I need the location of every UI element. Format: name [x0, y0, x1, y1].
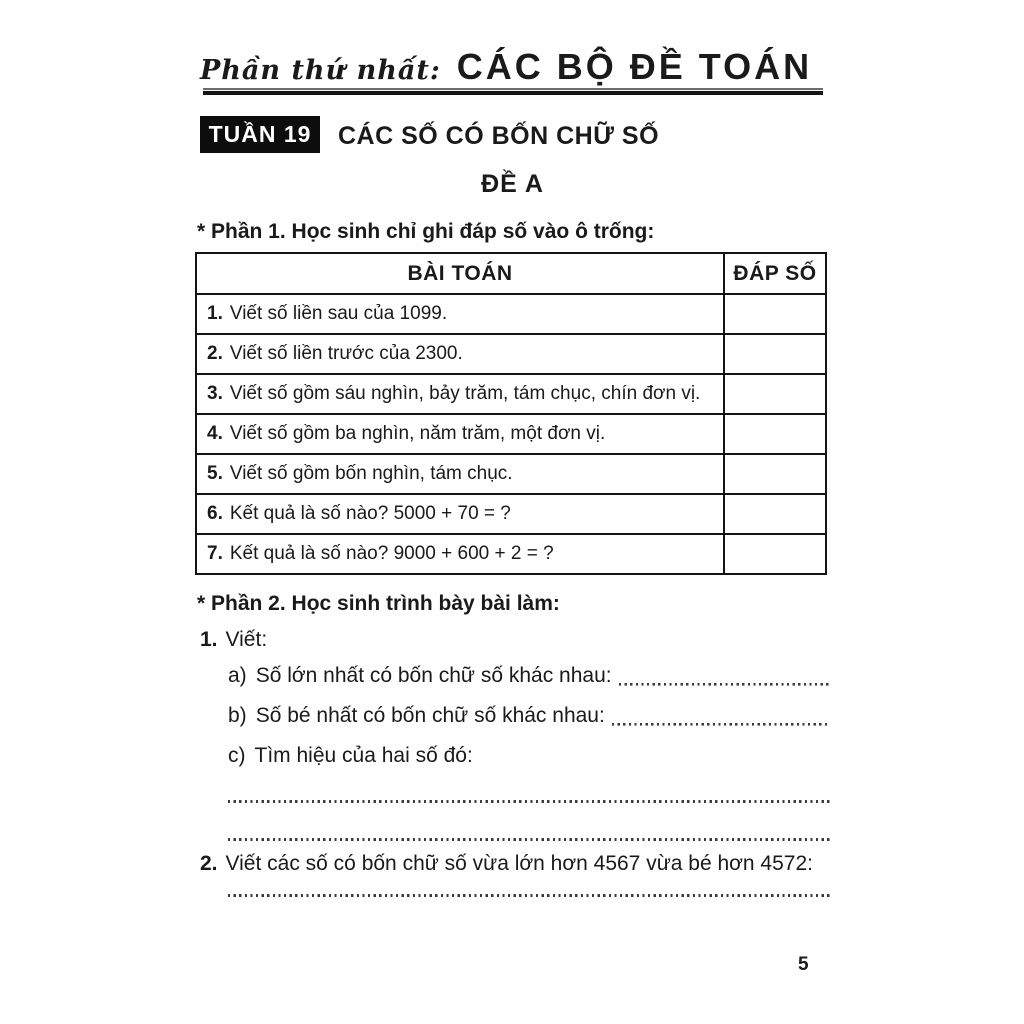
- problem-text: Viết số gồm sáu nghìn, bảy trăm, tám chục, chín đơn vị.: [229, 383, 701, 404]
- part-header: [200, 46, 812, 88]
- answer-cell: [724, 414, 826, 454]
- problem-1: [200, 628, 267, 652]
- subitem-b: [228, 704, 830, 728]
- problem-number: 3.: [207, 383, 223, 404]
- page-number: 5: [798, 954, 809, 975]
- problem-cell: [196, 494, 724, 534]
- table-header-row: [196, 253, 826, 294]
- problems-table: [195, 252, 827, 575]
- subitem-text: Số bé nhất có bốn chữ số khác nhau:: [255, 704, 605, 727]
- subitem-text: Số lớn nhất có bốn chữ số khác nhau:: [255, 664, 612, 687]
- table-row: [196, 374, 826, 414]
- problem-cell: [196, 294, 724, 334]
- problem-cell: [196, 414, 724, 454]
- week-title: CÁC SỐ CÓ BỐN CHỮ SỐ: [338, 122, 660, 150]
- problem-text: Kết quả là số nào? 9000 + 600 + 2 = ?: [229, 543, 554, 564]
- table-row: [196, 294, 826, 334]
- section1-heading: * Phần 1. Học sinh chỉ ghi đáp số vào ô trống:: [197, 220, 655, 243]
- problem-text: Viết số gồm bốn nghìn, tám chục.: [229, 463, 513, 484]
- dotted-answer-line: [228, 894, 830, 897]
- section2-heading: * Phần 2. Học sinh trình bày bài làm:: [197, 592, 560, 615]
- problem-cell: [196, 334, 724, 374]
- answer-cell: [724, 334, 826, 374]
- table-row: [196, 534, 826, 574]
- table-row: [196, 494, 826, 534]
- dotted-answer-leader: [612, 720, 830, 726]
- week-badge: TUẦN 19: [200, 116, 320, 153]
- column-header-problem: BÀI TOÁN: [196, 253, 724, 294]
- problem-2: [200, 852, 813, 876]
- problem-number: 2.: [207, 343, 223, 364]
- problem-cell: [196, 534, 724, 574]
- problem-text: Kết quả là số nào? 5000 + 70 = ?: [229, 503, 511, 524]
- subitem-label: b): [228, 704, 247, 727]
- table-row: [196, 334, 826, 374]
- problem-text: Viết:: [225, 628, 268, 651]
- subitem-text: Tìm hiệu của hai số đó:: [254, 744, 473, 767]
- problem-cell: [196, 454, 724, 494]
- problem-number: 1.: [200, 628, 218, 651]
- problem-text: Viết số gồm ba nghìn, năm trăm, một đơn vị.: [229, 423, 606, 444]
- answer-cell: [724, 494, 826, 534]
- problem-number: 7.: [207, 543, 223, 564]
- subitem-a: [228, 664, 830, 688]
- answer-cell: [724, 374, 826, 414]
- problem-number: 4.: [207, 423, 223, 444]
- dotted-answer-line: [228, 800, 830, 803]
- column-header-answer: ĐÁP SỐ: [724, 253, 826, 294]
- exam-label: ĐỀ A: [481, 170, 544, 198]
- subitem-c: [228, 744, 830, 768]
- problem-number: 1.: [207, 303, 223, 324]
- table-row: [196, 414, 826, 454]
- dotted-answer-line: [228, 838, 830, 841]
- problem-number: 5.: [207, 463, 223, 484]
- part-label: Phần thứ nhất:: [200, 55, 441, 86]
- subitem-label: c): [228, 744, 246, 767]
- answer-cell: [724, 534, 826, 574]
- part-title: CÁC BỘ ĐỀ TOÁN: [456, 46, 813, 87]
- problem-cell: [196, 374, 724, 414]
- answer-cell: [724, 454, 826, 494]
- answer-cell: [724, 294, 826, 334]
- problem-text: Viết số liền trước của 2300.: [229, 343, 463, 364]
- problem-text: Viết các số có bốn chữ số vừa lớn hơn 4567 vừa bé hơn 4572:: [225, 852, 813, 875]
- subitem-label: a): [228, 664, 247, 687]
- problem-number: 6.: [207, 503, 223, 524]
- problem-text: Viết số liền sau của 1099.: [229, 303, 448, 324]
- header-divider: [203, 88, 823, 95]
- problem-number: 2.: [200, 852, 218, 875]
- dotted-answer-leader: [619, 680, 830, 686]
- table-row: [196, 454, 826, 494]
